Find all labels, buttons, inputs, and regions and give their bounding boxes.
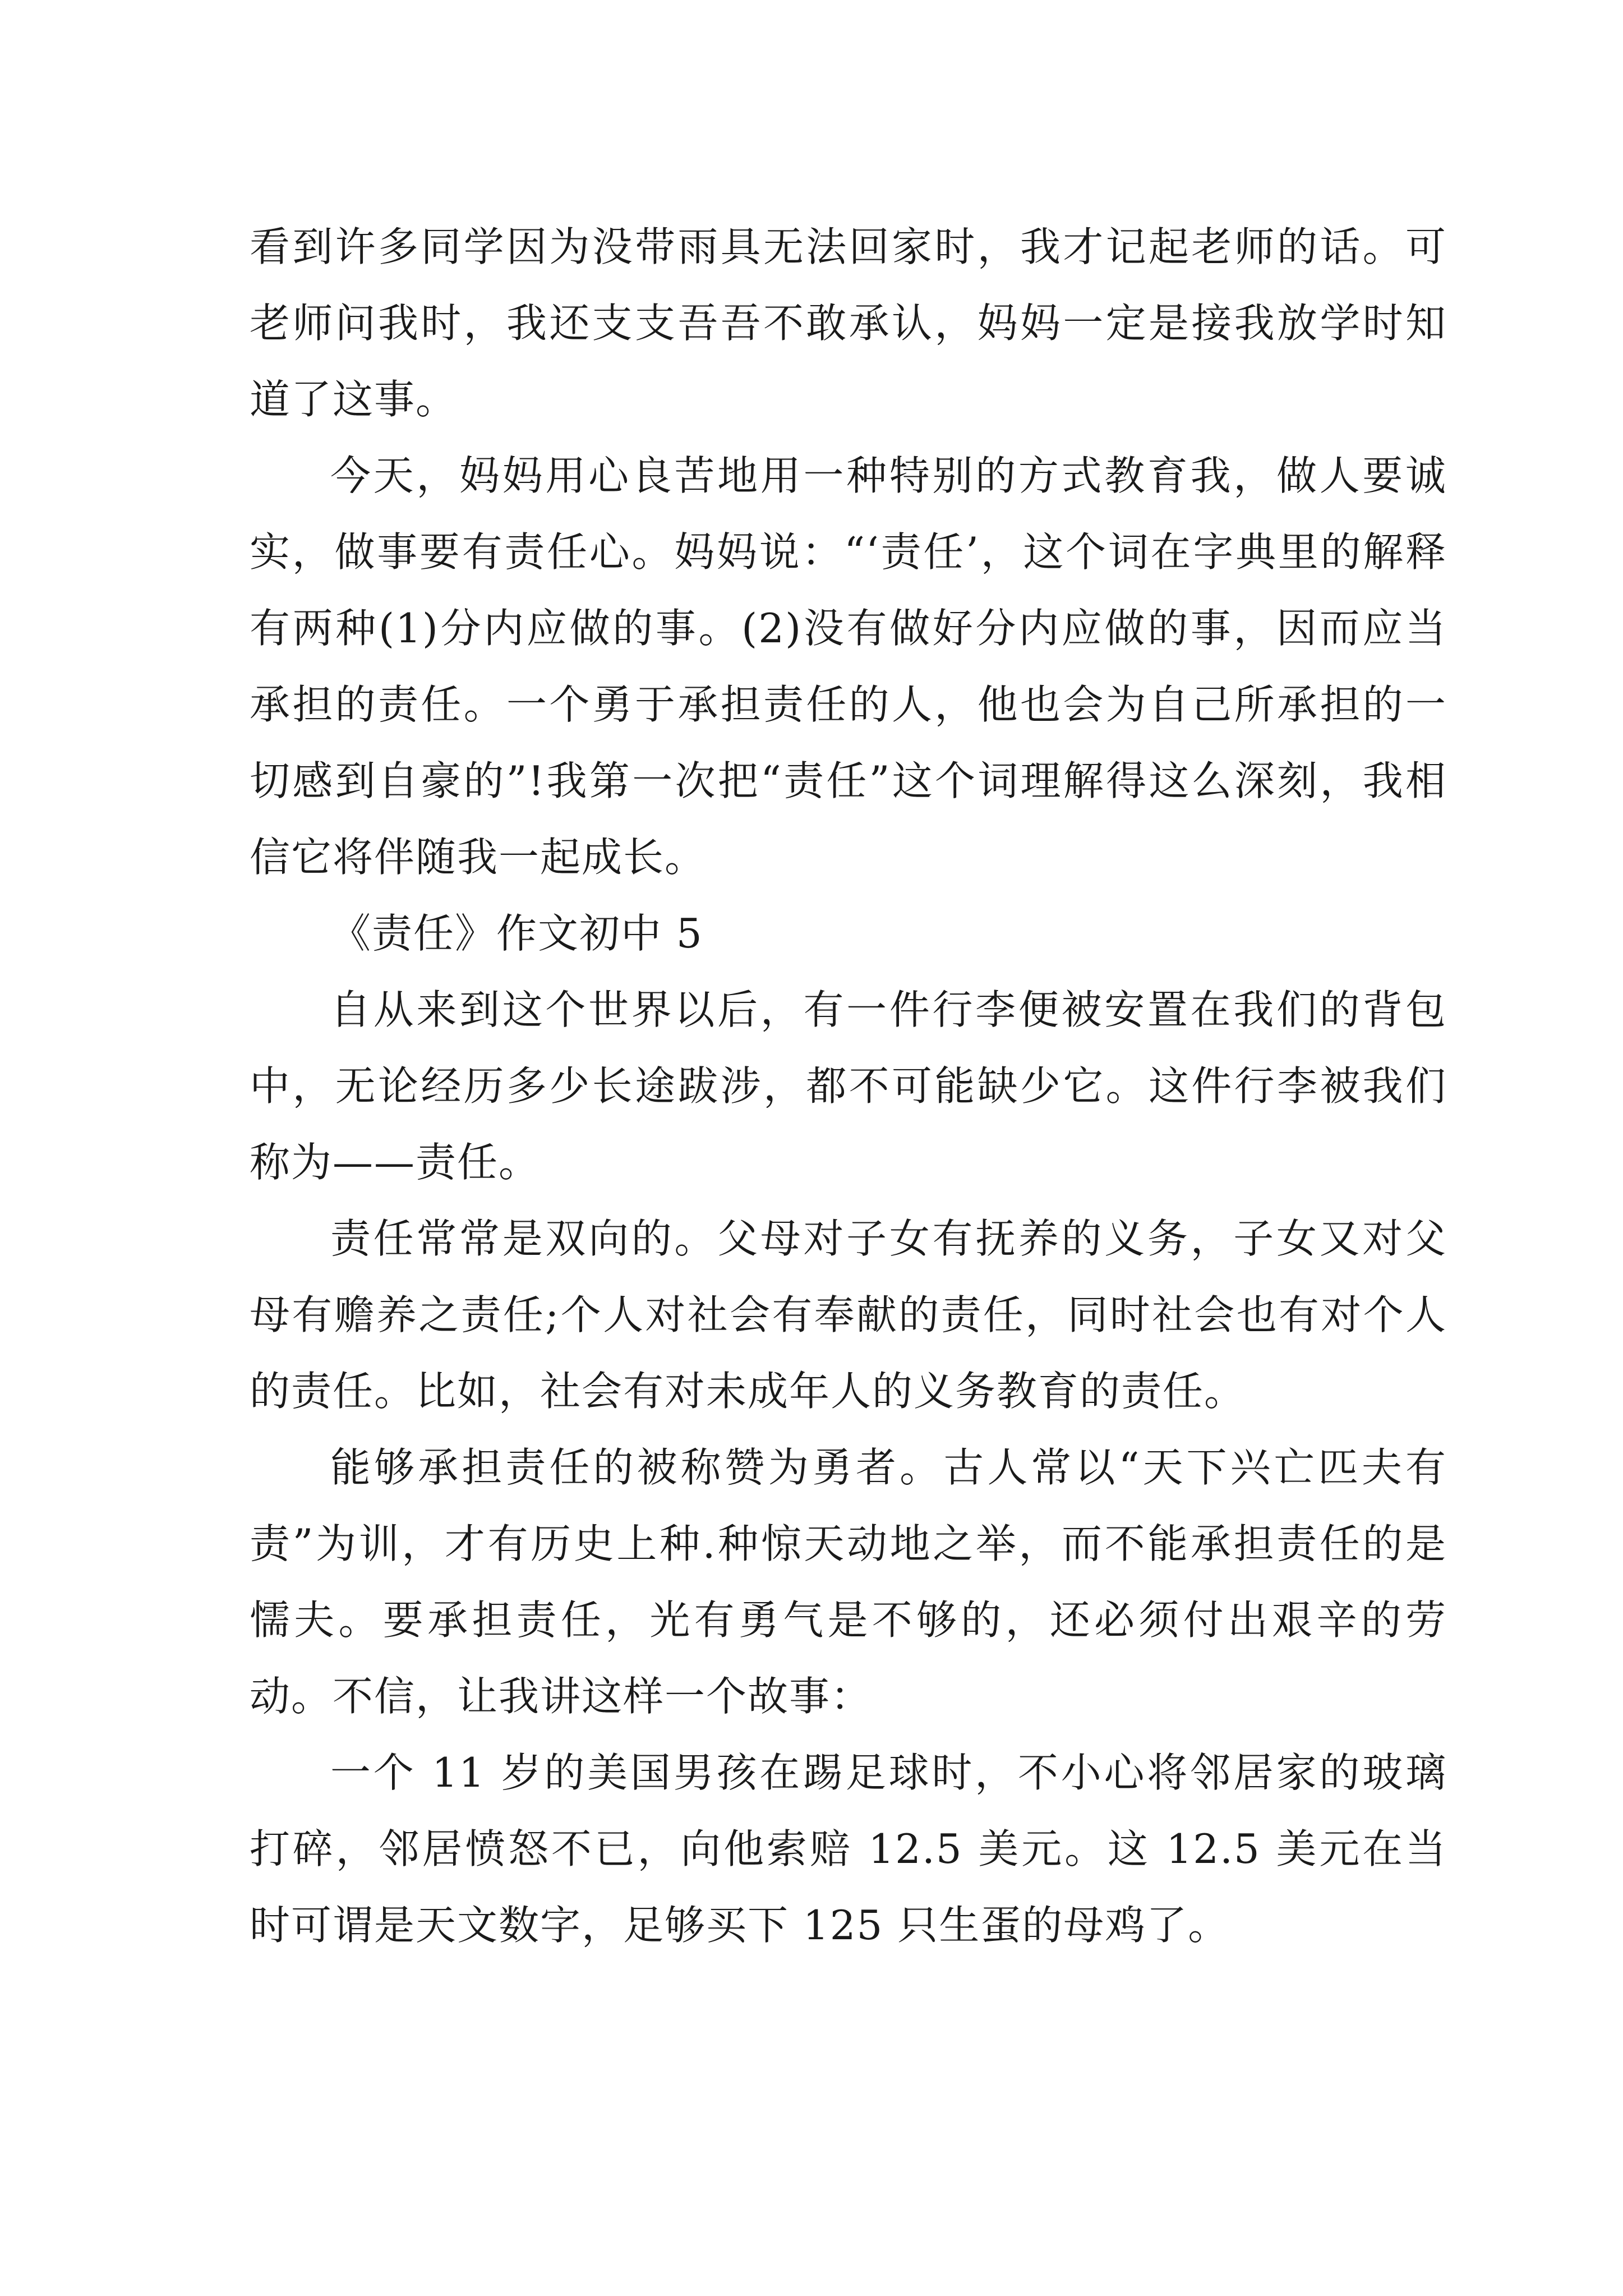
paragraph-1: 看到许多同学因为没带雨具无法回家时，我才记起老师的话。可老师问我时，我还支支吾吾不敢承认，妈妈一定是接我放学时知道了这事。 <box>250 223 1447 423</box>
section-heading: 《责任》作文初中 5 <box>330 910 703 957</box>
paragraph-3: 自从来到这个世界以后，有一件行李便被安置在我们的背包中，无论经历多少长途跋涉，都不可能缺少它。这件行李被我们称为——责任。 <box>250 986 1447 1186</box>
paragraph-2: 今天，妈妈用心良苦地用一种特别的方式教育我，做人要诚实，做事要有责任心。妈妈说：“‘责任’，这个词在字典里的解释有两种(1)分内应做的事。(2)没有做好分内应做的事，因而应当承担的责任。一个勇于承担责任的人，他也会为自己所承担的一切感到自豪的”!我第一次把“责任”这个词理解得这么深刻，我相信它将伴随我一起成长。 <box>250 452 1447 881</box>
document-body <box>250 209 1447 1963</box>
paragraph-5: 能够承担责任的被称赞为勇者。古人常以“天下兴亡匹夫有责”为训，才有历史上种.种惊天动地之举，而不能承担责任的是懦夫。要承担责任，光有勇气是不够的，还必须付出艰辛的劳动。不信，让我讲这样一个故事： <box>250 1444 1447 1720</box>
paragraph-6: 一个 11 岁的美国男孩在踢足球时，不小心将邻居家的玻璃打碎，邻居愤怒不已，向他索赔 12.5 美元。这 12.5 美元在当时可谓是天文数字，足够买下 125 只生蛋的母鸡了。 <box>250 1749 1447 1949</box>
paragraph-4: 责任常常是双向的。父母对子女有抚养的义务，子女又对父母有赡养之责任;个人对社会有奉献的责任，同时社会也有对个人的责任。比如，社会有对未成年人的义务教育的责任。 <box>250 1215 1447 1415</box>
